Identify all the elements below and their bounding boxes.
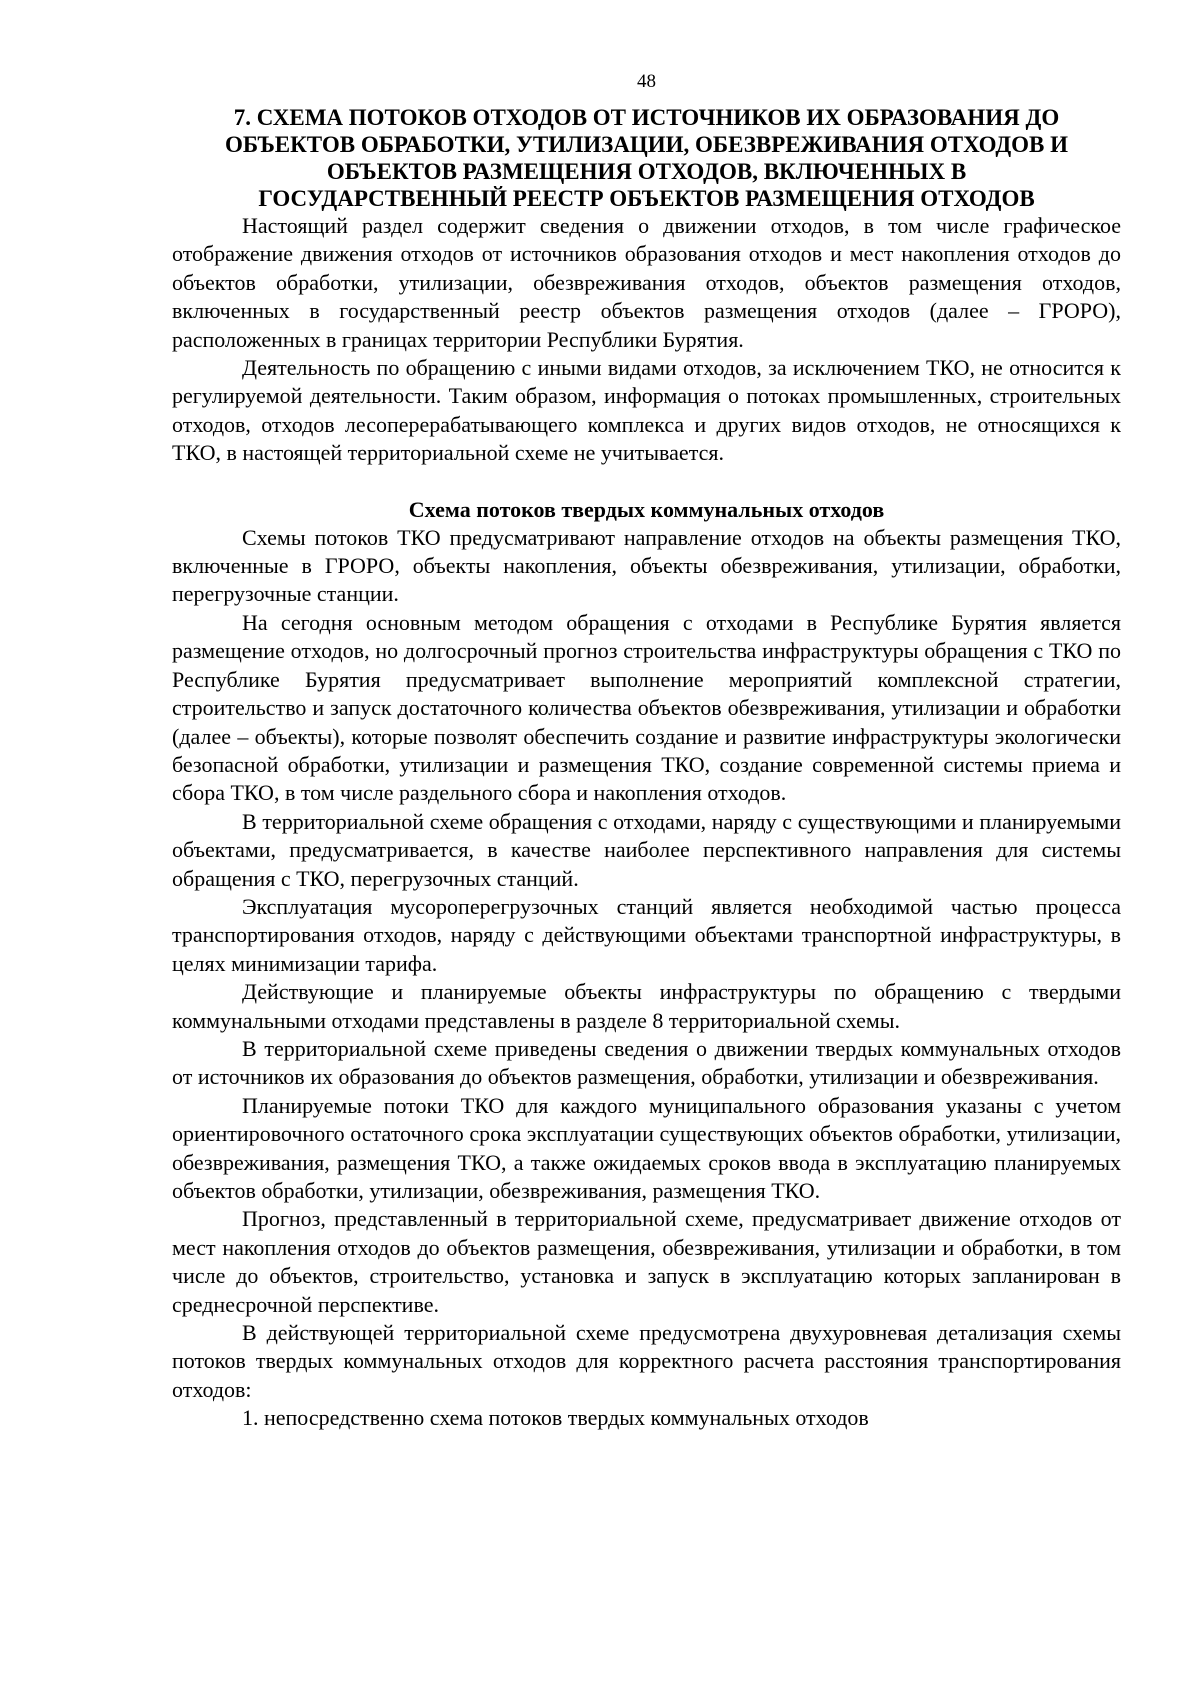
page-number: 48: [637, 71, 656, 92]
body-paragraph: Прогноз, представленный в территориальной схеме, предусматривает движение отходов от мест накопления отходов до объектов размещения, обезвреживания, утилизации и обработки, в том числе до объектов, строительство, установка и запуск в эксплуатацию которых запланирован в среднесрочной перспективе.: [172, 1206, 1121, 1317]
section-title-line: ОБЪЕКТОВ РАЗМЕЩЕНИЯ ОТХОДОВ, ВКЛЮЧЕННЫХ В: [326, 159, 967, 184]
body-paragraph: В территориальной схеме обращения с отходами, наряду с существующими и планируемыми объектами, предусматривается, в качестве наиболее перспективного направления для системы обращения с ТКО, перегрузочных станций.: [172, 808, 1121, 891]
document-page: [172, 70, 1121, 1433]
body-paragraph: Планируемые потоки ТКО для каждого муниципального образования указаны с учетом ориентировочного остаточного срока эксплуатации существующих объектов обработки, утилизации, обезвреживания, размещения ТКО, а также ожидаемых сроков ввода в эксплуатацию планируемых объектов обработки, утилизации, обезвреживания, размещения ТКО.: [172, 1092, 1121, 1203]
body-paragraph: Эксплуатация мусороперегрузочных станций является необходимой частью процесса транспортирования отходов, наряду с действующими объектами транспортной инфраструктуры, в целях минимизации тарифа.: [172, 893, 1121, 976]
subsection-title: Схема потоков твердых коммунальных отходов: [408, 496, 885, 522]
body-paragraph: Действующие и планируемые объекты инфраструктуры по обращению с твердыми коммунальными отходами представлены в разделе 8 территориальной схемы.: [172, 979, 1121, 1033]
section-title: [172, 104, 1121, 212]
body-paragraph: Схемы потоков ТКО предусматривают направление отходов на объекты размещения ТКО, включенные в ГРОРО, объекты накопления, объекты обезвреживания, утилизации, обработки, перегрузочные станции.: [172, 524, 1121, 607]
body-paragraph: В территориальной схеме приведены сведения о движении твердых коммунальных отходов от источников их образования до объектов размещения, обработки, утилизации и обезвреживания.: [172, 1035, 1121, 1090]
body-paragraph: На сегодня основным методом обращения с отходами в Республике Бурятия является размещение отходов, но долгосрочный прогноз строительства инфраструктуры обращения с ТКО по Республике Бурятия предусматривает выполнение мероприятий комплексной стратегии, строительство и запуск достаточного количества объектов обезвреживания, утилизации и обработки (далее – объекты), которые позволят обеспечить создание и развитие инфраструктуры экологически безопасной обработки, утилизации и размещения ТКО, создание современной системы приема и сбора ТКО, в том числе раздельного сбора и накопления отходов.: [172, 609, 1121, 806]
section-title-line: ГОСУДАРСТВЕННЫЙ РЕЕСТР ОБЪЕКТОВ РАЗМЕЩЕНИЯ ОТХОДОВ: [258, 186, 1035, 211]
section-title-line: ОБЪЕКТОВ ОБРАБОТКИ, УТИЛИЗАЦИИ, ОБЕЗВРЕЖИВАНИЯ ОТХОДОВ И: [224, 132, 1069, 157]
intro-paragraph: Деятельность по обращению с иными видами отходов, за исключением ТКО, не относится к регулируемой деятельности. Таким образом, информация о потоках промышленных, строительных отходов, отходов лесоперерабатывающего комплекса и других видов отходов, не относящихся к ТКО, в настоящей территориальной схеме не учитывается.: [172, 355, 1121, 466]
section-title-line: 7. СХЕМА ПОТОКОВ ОТХОДОВ ОТ ИСТОЧНИКОВ ИХ ОБРАЗОВАНИЯ ДО: [233, 105, 1060, 130]
list-item: 1. непосредственно схема потоков твердых коммунальных отходов: [242, 1405, 869, 1431]
body-paragraph: В действующей территориальной схеме предусмотрена двухуровневая детализация схемы потоков твердых коммунальных отходов для корректного расчета расстояния транспортирования отходов:: [172, 1320, 1121, 1402]
intro-paragraph: Настоящий раздел содержит сведения о движении отходов, в том числе графическое отображение движения отходов от источников образования отходов и мест накопления отходов до объектов обработки, утилизации, обезвреживания отходов, объектов размещения отходов, включенных в государственный реестр объектов размещения отходов (далее – ГРОРО), расположенных в границах территории Республики Бурятия.: [172, 213, 1121, 352]
